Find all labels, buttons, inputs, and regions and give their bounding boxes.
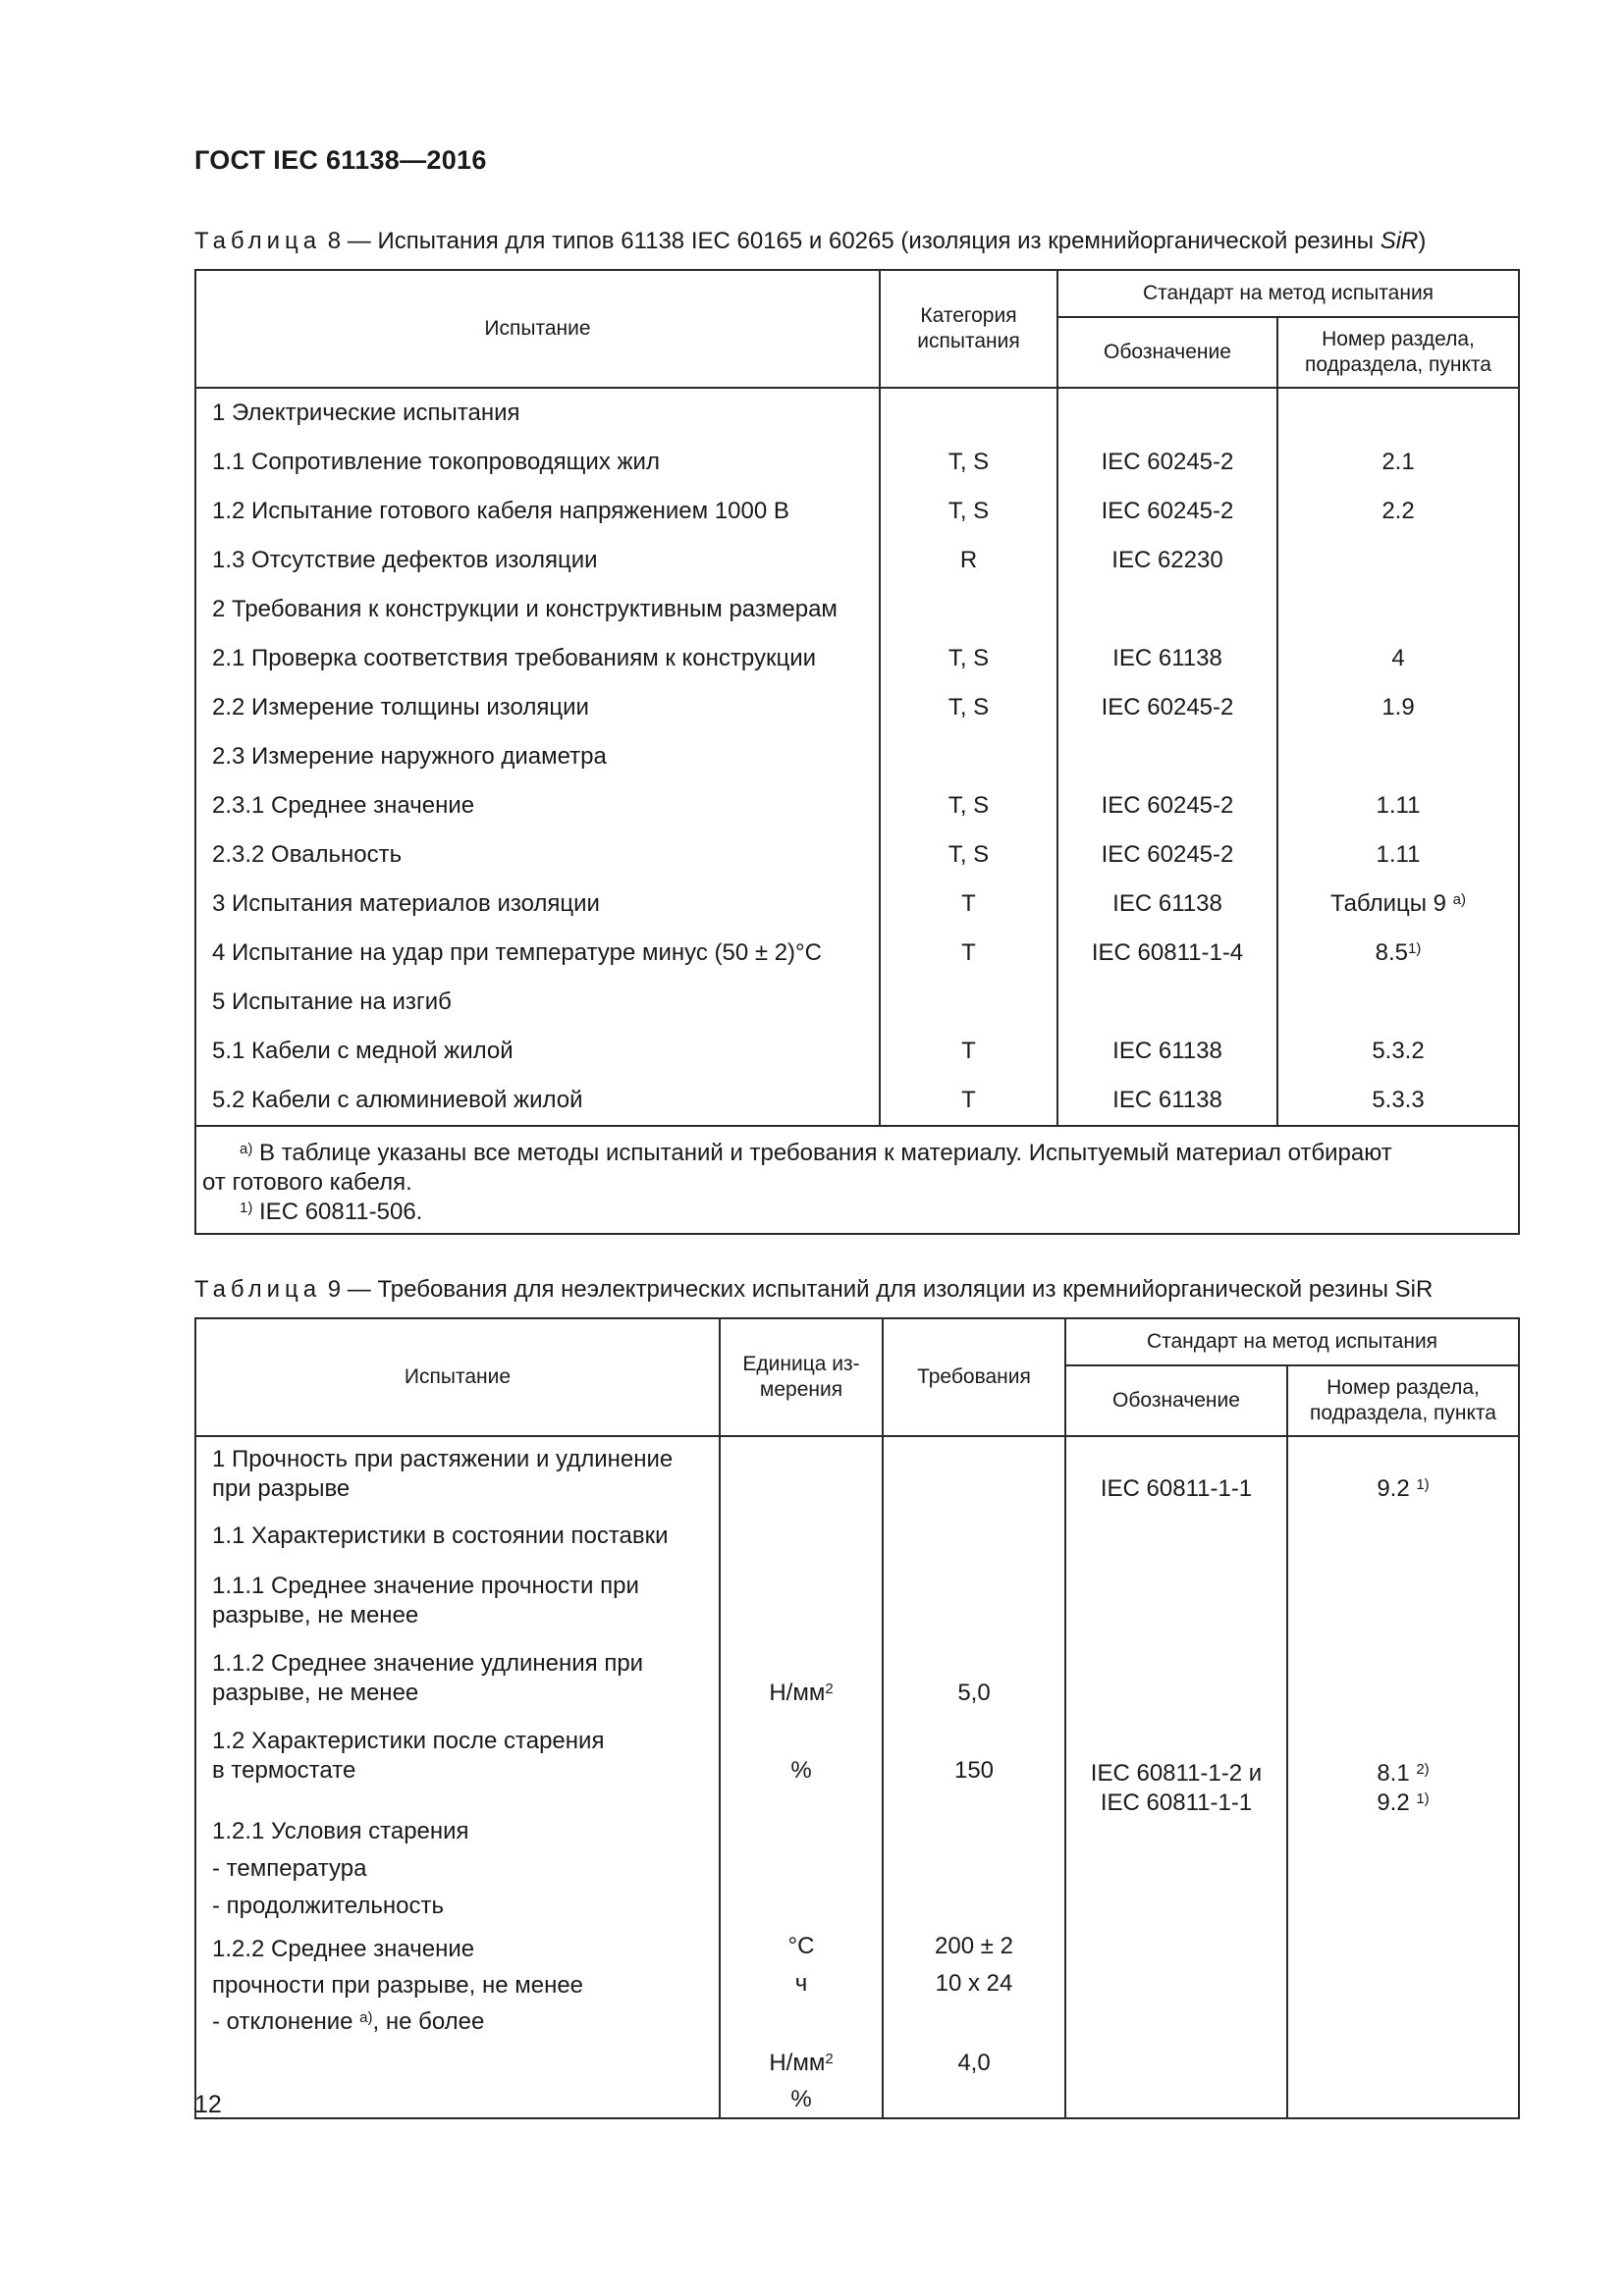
table8-notes: [195, 1126, 1519, 1234]
table8-cell-section: [1277, 732, 1519, 781]
table8-cell-designation: [1057, 978, 1277, 1027]
table8-row: [195, 438, 1519, 487]
table8-header-standard: Стандарт на метод испытания: [1057, 270, 1519, 317]
table9-requirement-column: [883, 1436, 1065, 2118]
table8-cell-category: T: [880, 1076, 1057, 1126]
table8-cell-category: [880, 388, 1057, 438]
table8-cell-designation: IEC 62230: [1057, 536, 1277, 585]
table8-note-a: $^{a)}$ В таблице указаны все методы испытаний и требования к материалу. Испытуемый материал отбирают: [240, 1140, 1392, 1166]
table9-test-column: [195, 1436, 720, 2118]
table8-cell-designation: [1057, 732, 1277, 781]
table8-cell-test: 5.1 Кабели с медной жилой: [195, 1027, 880, 1076]
table8-cell-category: T: [880, 1027, 1057, 1076]
table8-cell-category: [880, 978, 1057, 1027]
table9-header-test: Испытание: [195, 1318, 720, 1436]
table8-row: [195, 536, 1519, 585]
table8-cell-designation: IEC 61138: [1057, 880, 1277, 929]
table8-cell-section: [1277, 388, 1519, 438]
table9-designation-column: [1065, 1436, 1287, 2118]
table8-row: [195, 978, 1519, 1027]
table9-row-1-1: 1.1 Характеристики в состоянии поставки: [212, 1522, 669, 1549]
table9-unit-temp: °С: [787, 1933, 815, 1959]
table9-unit-strength: $Н/мм^2$: [769, 1680, 834, 1706]
table8-header-category: Категория испытания: [880, 270, 1057, 388]
table9-header-section: Номер раздела, подраздела, пункта: [1287, 1365, 1519, 1436]
table9-designation-2a: IEC 60811-1-2 и: [1090, 1760, 1263, 1787]
table8-cell-category: T, S: [880, 438, 1057, 487]
table8-cell-section: 1.9: [1277, 683, 1519, 732]
table8-row: [195, 929, 1519, 978]
table8-cell-category: T, S: [880, 830, 1057, 880]
table9-caption-text: 9 — Требования для неэлектрических испытаний для изоляции из кремнийорганической резины SiR: [327, 1276, 1434, 1303]
table9-req-strength-aged: 4,0: [957, 2050, 991, 2076]
table8-cell-test: 2.1 Проверка соответствия требованиям к конструкции: [195, 634, 880, 683]
table8-cell-section: 1.11: [1277, 830, 1519, 880]
table9-unit-dur: ч: [794, 1970, 808, 1997]
table8-caption-text: 8 — Испытания для типов 61138 IEC 60165 и 60265 (изоляция из кремнийорганической резины: [327, 228, 1380, 254]
table9-req-dur: 10 x 24: [935, 1970, 1013, 1997]
table8-cell-designation: IEC 61138: [1057, 634, 1277, 683]
table8-caption: [194, 228, 1426, 255]
table8-cell-section: 5.3.3: [1277, 1076, 1519, 1126]
table9-req-strength: 5,0: [957, 1680, 991, 1706]
table8-cell-section: 4: [1277, 634, 1519, 683]
table8: [194, 269, 1520, 1235]
table8-cell-test: 2.3 Измерение наружного диаметра: [195, 732, 880, 781]
table8-row: [195, 781, 1519, 830]
table8-cell-designation: IEC 61138: [1057, 1027, 1277, 1076]
table8-cell-test: 1.2 Испытание готового кабеля напряжением 1000 В: [195, 487, 880, 536]
table8-row: [195, 487, 1519, 536]
table9-row-1: 1 Прочность при растяжении и удлинение при разрыве: [212, 1446, 674, 1502]
table8-cell-test: 5.2 Кабели с алюминиевой жилой: [195, 1076, 880, 1126]
table8-cell-category: T: [880, 929, 1057, 978]
table8-cell-category: T, S: [880, 634, 1057, 683]
table9-unit-elongation: %: [790, 1757, 812, 1784]
table8-header-designation: Обозначение: [1057, 317, 1277, 388]
table9-row-1-1-2: 1.1.2 Среднее значение удлинения при разрыве, не менее: [212, 1650, 644, 1706]
table8-cell-category: T: [880, 880, 1057, 929]
table8-cell-category: T, S: [880, 487, 1057, 536]
table9-header-unit: Единица из- мерения: [720, 1318, 883, 1436]
table8-cell-test: 1.3 Отсутствие дефектов изоляции: [195, 536, 880, 585]
table8-cell-section: 2.1: [1277, 438, 1519, 487]
table8-cell-designation: IEC 60811-1-4: [1057, 929, 1277, 978]
table8-cell-test: 1.1 Сопротивление токопроводящих жил: [195, 438, 880, 487]
table8-cell-section: 1.11: [1277, 781, 1519, 830]
table8-cell-test: 3 Испытания материалов изоляции: [195, 880, 880, 929]
table9-section-2b: 9.2 $^{1)}$: [1377, 1789, 1430, 1816]
table9-row-1-2-1: 1.2.1 Условия старения - температура - продолжительность: [212, 1818, 469, 1919]
document-title: ГОСТ IEC 61138—2016: [194, 145, 487, 175]
table9-header-requirement: Требования: [883, 1318, 1065, 1436]
table8-cell-category: T, S: [880, 781, 1057, 830]
table8-cell-section: 8.5$^{1)}$: [1277, 929, 1519, 978]
table8-cell-test: 2.3.1 Среднее значение: [195, 781, 880, 830]
table9-unit-strength-aged: $Н/мм^2$: [769, 2050, 834, 2076]
table8-cell-category: [880, 585, 1057, 634]
table9-caption: [194, 1276, 1433, 1304]
table9-unit-deviation: %: [790, 2086, 812, 2112]
table8-row: [195, 1076, 1519, 1126]
table8-cell-designation: [1057, 585, 1277, 634]
table9-section-1: 9.2 $^{1)}$: [1377, 1475, 1430, 1502]
table8-note-a-cont: от готового кабеля.: [202, 1169, 412, 1196]
table9-header-designation: Обозначение: [1065, 1365, 1287, 1436]
table8-row: [195, 683, 1519, 732]
table8-caption-italic: SiR: [1380, 228, 1419, 254]
table8-cell-designation: IEC 60245-2: [1057, 830, 1277, 880]
table8-cell-designation: IEC 61138: [1057, 1076, 1277, 1126]
table8-row: [195, 880, 1519, 929]
table9-row-1-2-2: 1.2.2 Среднее значение прочности при разрыве, не менее - отклонение $^{a)}$, не более: [212, 1936, 584, 2035]
table8-cell-test: 4 Испытание на удар при температуре минус (50 ± 2)°С: [195, 929, 880, 978]
table8-row: [195, 732, 1519, 781]
table8-row: [195, 585, 1519, 634]
table8-cell-section: [1277, 978, 1519, 1027]
table8-cell-designation: IEC 60245-2: [1057, 781, 1277, 830]
table8-cell-section: Таблицы 9 $^{a)}$: [1277, 880, 1519, 929]
table8-cell-category: [880, 732, 1057, 781]
table8-cell-section: 2.2: [1277, 487, 1519, 536]
table8-caption-close: ): [1418, 228, 1427, 254]
table8-cell-test: 5 Испытание на изгиб: [195, 978, 880, 1027]
table8-cell-section: [1277, 536, 1519, 585]
table8-cell-section: 5.3.2: [1277, 1027, 1519, 1076]
table8-cell-category: T, S: [880, 683, 1057, 732]
table9-row-1-1-1: 1.1.1 Среднее значение прочности при разрыве, не менее: [212, 1573, 639, 1629]
table9-req-elongation: 150: [953, 1757, 995, 1784]
table8-cell-designation: [1057, 388, 1277, 438]
table9-designation-1: IEC 60811-1-1: [1100, 1475, 1253, 1502]
table8-cell-test: 2 Требования к конструкции и конструктивным размерам: [195, 585, 880, 634]
table8-cell-designation: IEC 60245-2: [1057, 438, 1277, 487]
table8-header-section: Номер раздела, подраздела, пункта: [1277, 317, 1519, 388]
table9-unit-column: [720, 1436, 883, 2118]
table8-note-1: $^{1)}$ IEC 60811-506.: [240, 1199, 423, 1225]
table9: [194, 1317, 1520, 2119]
table8-cell-test: 1 Электрические испытания: [195, 388, 880, 438]
page-number: 12: [194, 2091, 222, 2118]
table8-cell-designation: IEC 60245-2: [1057, 487, 1277, 536]
table8-cell-category: R: [880, 536, 1057, 585]
table8-caption-word: Таблица: [194, 228, 322, 254]
table8-header-test: Испытание: [195, 270, 880, 388]
table8-cell-section: [1277, 585, 1519, 634]
table8-row: [195, 388, 1519, 438]
table8-cell-test: 2.2 Измерение толщины изоляции: [195, 683, 880, 732]
table8-row: [195, 830, 1519, 880]
table9-header-standard: Стандарт на метод испытания: [1065, 1318, 1519, 1365]
table9-section-column: [1287, 1436, 1519, 2118]
table8-row: [195, 1027, 1519, 1076]
table9-designation-2b: IEC 60811-1-1: [1100, 1789, 1253, 1816]
table9-caption-word: Таблица: [194, 1276, 322, 1303]
table8-cell-test: 2.3.2 Овальность: [195, 830, 880, 880]
table9-row-1-2: 1.2 Характеристики после старения в термостате: [212, 1728, 605, 1784]
table9-req-temp: 200 ± 2: [935, 1933, 1013, 1959]
table8-cell-designation: IEC 60245-2: [1057, 683, 1277, 732]
table8-row: [195, 634, 1519, 683]
table9-section-2a: 8.1 $^{2)}$: [1377, 1760, 1430, 1787]
